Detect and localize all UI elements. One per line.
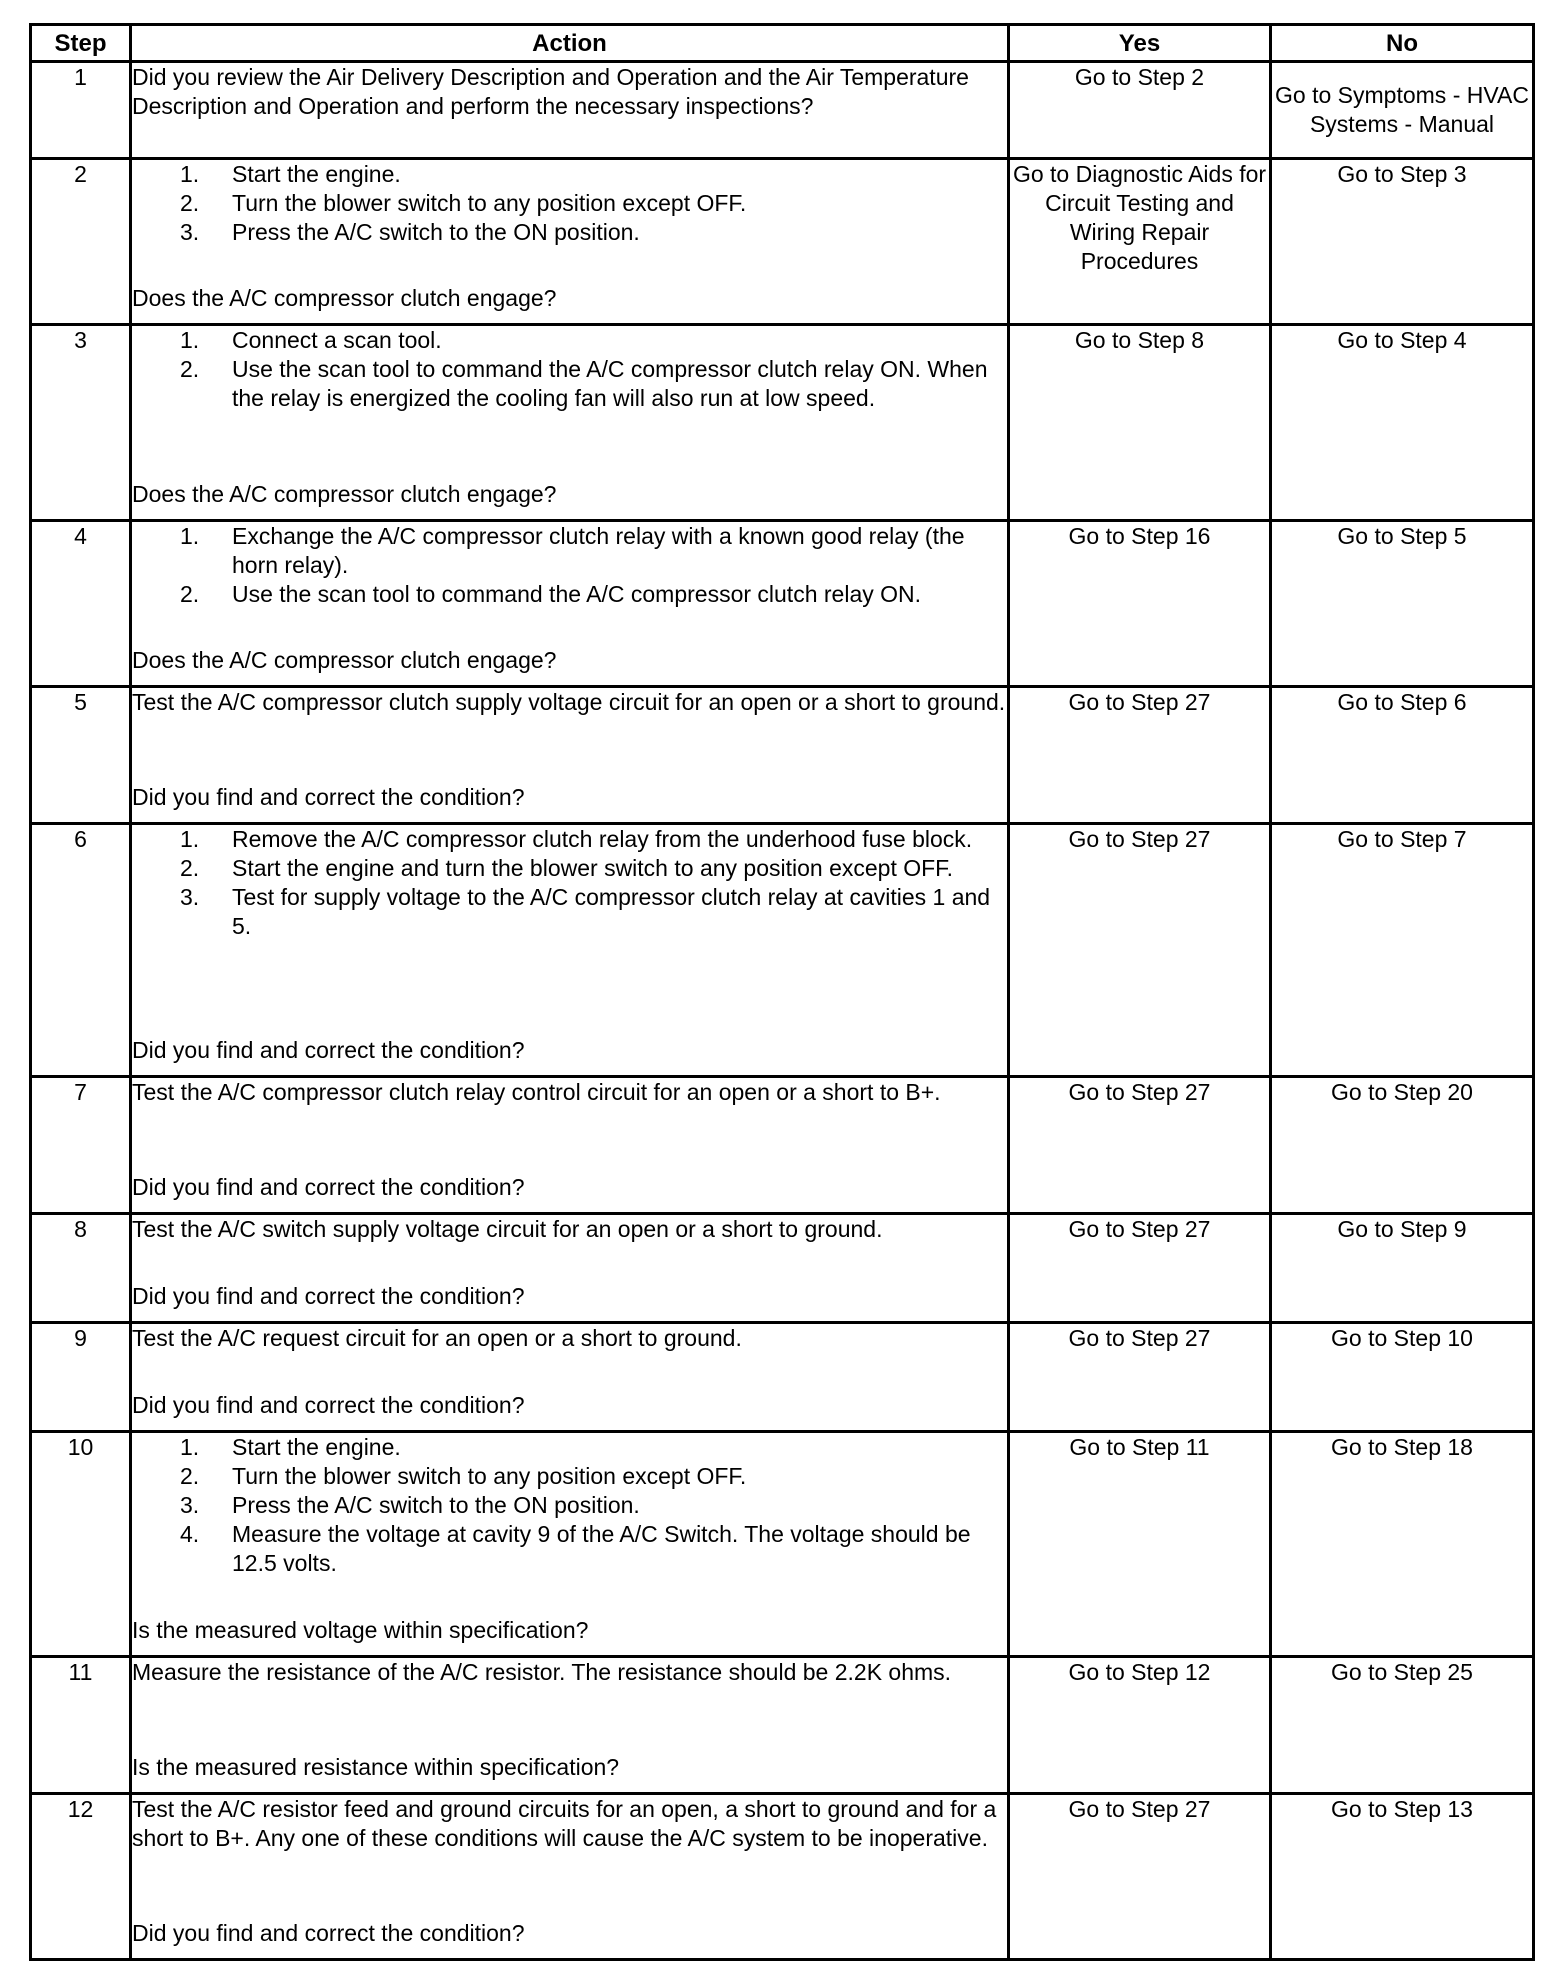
action-step-number: 4. [180, 1521, 200, 1547]
action-step-item [132, 189, 1007, 218]
step-number: 8 [31, 1214, 131, 1323]
step-number: 11 [31, 1657, 131, 1794]
no-result: Go to Step 18 [1271, 1432, 1534, 1657]
action-step-number: 1. [180, 1434, 200, 1460]
action-step-item [132, 160, 1007, 189]
action-step-text: Connect a scan tool. [232, 327, 442, 353]
action-question: Does the A/C compressor clutch engage? [132, 647, 557, 673]
action-step-text: Press the A/C switch to the ON position. [232, 1492, 640, 1518]
step-number: 2 [31, 159, 131, 325]
action-step-number: 1. [180, 523, 200, 549]
yes-result: Go to Step 11 [1009, 1432, 1271, 1657]
action-step-item [132, 580, 1007, 609]
action-step-item [132, 883, 1007, 941]
action-question: Did you find and correct the condition? [132, 1392, 525, 1418]
table-row [31, 1323, 1534, 1432]
action-cell [131, 1432, 1009, 1657]
step-number: 7 [31, 1077, 131, 1214]
action-cell [131, 687, 1009, 824]
action-step-number: 1. [180, 327, 200, 353]
action-question: Is the measured resistance within specification? [132, 1754, 620, 1780]
action-step-text: Start the engine. [232, 161, 401, 187]
action-cell [131, 1077, 1009, 1214]
yes-result: Go to Step 27 [1009, 1794, 1271, 1960]
yes-result: Go to Step 8 [1009, 325, 1271, 521]
action-step-text: Test for supply voltage to the A/C compressor clutch relay at cavities 1 and 5. [232, 884, 991, 939]
table-row [31, 1657, 1534, 1794]
action-question: Did you find and correct the condition? [132, 1283, 525, 1309]
table-row [31, 62, 1534, 159]
no-result: Go to Step 25 [1271, 1657, 1534, 1794]
action-step-item [132, 1491, 1007, 1520]
no-result: Go to Step 3 [1271, 159, 1534, 325]
step-number: 6 [31, 824, 131, 1077]
action-question: Did you find and correct the condition? [132, 1037, 525, 1063]
action-question: Did you find and correct the condition? [132, 1920, 525, 1946]
action-step-text: Use the scan tool to command the A/C compressor clutch relay ON. When the relay is energized the cooling fan will also run at low speed. [232, 356, 988, 411]
action-cell [131, 1794, 1009, 1960]
step-number: 12 [31, 1794, 131, 1960]
action-steps-list [132, 160, 1007, 247]
action-step-number: 3. [180, 1492, 200, 1518]
action-cell [131, 62, 1009, 159]
action-cell [131, 1657, 1009, 1794]
action-question: Does the A/C compressor clutch engage? [132, 285, 557, 311]
action-step-text: Start the engine. [232, 1434, 401, 1460]
action-step-text: Measure the voltage at cavity 9 of the A/C Switch. The voltage should be 12.5 volts. [232, 1521, 971, 1576]
action-question: Does the A/C compressor clutch engage? [132, 481, 557, 507]
action-step-text: Turn the blower switch to any position except OFF. [232, 1463, 747, 1489]
action-step-item [132, 218, 1007, 247]
action-cell [131, 325, 1009, 521]
action-step-number: 3. [180, 219, 200, 245]
no-result: Go to Step 5 [1271, 521, 1534, 687]
action-step-text: Use the scan tool to command the A/C compressor clutch relay ON. [232, 581, 922, 607]
table-row [31, 325, 1534, 521]
action-cell [131, 824, 1009, 1077]
action-step-text: Press the A/C switch to the ON position. [232, 219, 640, 245]
yes-result: Go to Step 27 [1009, 1323, 1271, 1432]
action-step-item [132, 854, 1007, 883]
yes-result: Go to Step 27 [1009, 1214, 1271, 1323]
action-steps-list [132, 326, 1007, 413]
step-number: 5 [31, 687, 131, 824]
action-step-text: Remove the A/C compressor clutch relay from the underhood fuse block. [232, 826, 973, 852]
action-question: Is the measured voltage within specification? [132, 1617, 589, 1643]
header-no: No [1271, 25, 1534, 62]
action-step-number: 2. [180, 855, 200, 881]
yes-result: Go to Step 2 [1009, 62, 1271, 159]
action-text: Test the A/C resistor feed and ground circuits for an open, a short to ground and for a short to B+. Any one of these conditions will cause the A/C system to be inoperative. [132, 1796, 997, 1851]
header-action: Action [131, 25, 1009, 62]
action-cell [131, 521, 1009, 687]
action-step-number: 2. [180, 356, 200, 382]
step-number: 4 [31, 521, 131, 687]
action-step-text: Exchange the A/C compressor clutch relay with a known good relay (the horn relay). [232, 523, 965, 578]
table-row [31, 1214, 1534, 1323]
no-result: Go to Step 6 [1271, 687, 1534, 824]
action-step-number: 3. [180, 884, 200, 910]
action-step-text: Start the engine and turn the blower switch to any position except OFF. [232, 855, 954, 881]
action-step-item [132, 326, 1007, 355]
no-result: Go to Step 20 [1271, 1077, 1534, 1214]
action-question: Did you find and correct the condition? [132, 784, 525, 810]
action-text: Did you review the Air Delivery Description and Operation and the Air Temperature Description and Operation and perform the necessary inspections? [132, 64, 969, 119]
no-result: Go to Step 9 [1271, 1214, 1534, 1323]
action-step-item [132, 825, 1007, 854]
header-step: Step [31, 25, 131, 62]
yes-result: Go to Step 12 [1009, 1657, 1271, 1794]
yes-result: Go to Step 27 [1009, 824, 1271, 1077]
action-text: Measure the resistance of the A/C resistor. The resistance should be 2.2K ohms. [132, 1659, 952, 1685]
table-row [31, 687, 1534, 824]
action-step-item [132, 1433, 1007, 1462]
action-text: Test the A/C compressor clutch supply voltage circuit for an open or a short to ground. [132, 689, 1006, 715]
table-row [31, 824, 1534, 1077]
action-text: Test the A/C request circuit for an open or a short to ground. [132, 1325, 742, 1351]
action-step-item [132, 522, 1007, 580]
action-question: Did you find and correct the condition? [132, 1174, 525, 1200]
step-number: 1 [31, 62, 131, 159]
step-number: 3 [31, 325, 131, 521]
action-step-item [132, 1462, 1007, 1491]
action-step-number: 2. [180, 190, 200, 216]
header-row [31, 25, 1534, 62]
table-row [31, 1432, 1534, 1657]
action-steps-list [132, 522, 1007, 609]
table-row [31, 1794, 1534, 1960]
step-number: 10 [31, 1432, 131, 1657]
yes-result: Go to Step 27 [1009, 687, 1271, 824]
action-cell [131, 1323, 1009, 1432]
header-yes: Yes [1009, 25, 1271, 62]
action-step-number: 1. [180, 161, 200, 187]
action-cell [131, 159, 1009, 325]
table-row [31, 159, 1534, 325]
action-text: Test the A/C compressor clutch relay control circuit for an open or a short to B+. [132, 1079, 941, 1105]
action-step-number: 1. [180, 826, 200, 852]
no-result: Go to Step 4 [1271, 325, 1534, 521]
yes-result: Go to Step 16 [1009, 521, 1271, 687]
no-result: Go to Step 10 [1271, 1323, 1534, 1432]
action-step-number: 2. [180, 581, 200, 607]
yes-result: Go to Step 27 [1009, 1077, 1271, 1214]
no-result: Go to Step 13 [1271, 1794, 1534, 1960]
action-step-number: 2. [180, 1463, 200, 1489]
step-number: 9 [31, 1323, 131, 1432]
action-step-item [132, 1520, 1007, 1578]
action-cell [131, 1214, 1009, 1323]
no-result: Go to Step 7 [1271, 824, 1534, 1077]
diagnostic-table [29, 23, 1535, 1961]
action-step-text: Turn the blower switch to any position except OFF. [232, 190, 747, 216]
action-steps-list [132, 1433, 1007, 1578]
table-body [31, 62, 1534, 1960]
yes-result: Go to Diagnostic Aids for Circuit Testing and Wiring Repair Procedures [1009, 159, 1271, 325]
table-row [31, 521, 1534, 687]
action-text: Test the A/C switch supply voltage circuit for an open or a short to ground. [132, 1216, 883, 1242]
action-steps-list [132, 825, 1007, 941]
no-result: Go to Symptoms - HVAC Systems - Manual [1271, 62, 1534, 159]
table-row [31, 1077, 1534, 1214]
action-step-item [132, 355, 1007, 413]
